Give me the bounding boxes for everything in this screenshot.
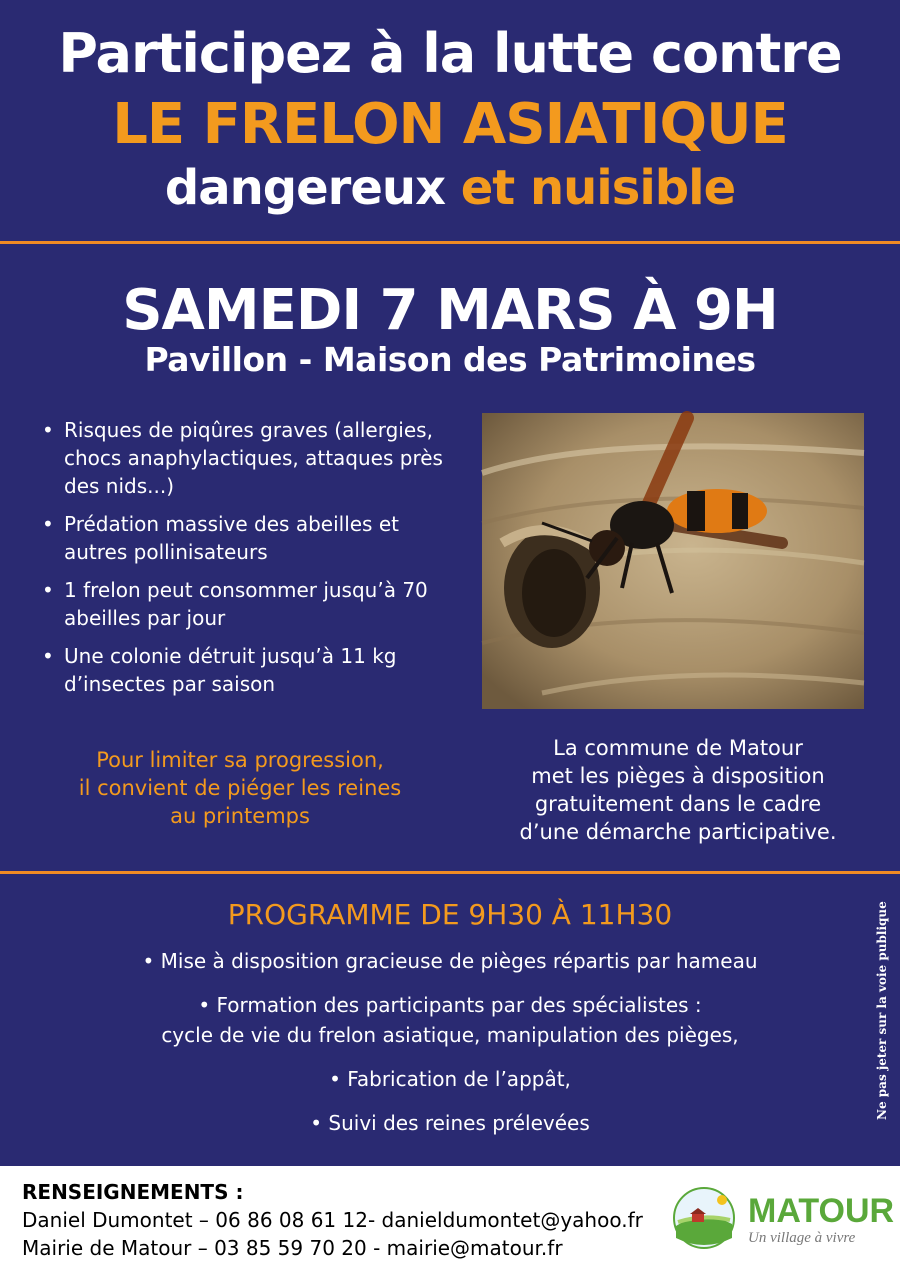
contact-daniel: Daniel Dumontet – 06 86 08 61 12- danieldumontet@yahoo.fr bbox=[22, 1208, 643, 1232]
note-right-line: d’une démarche participative. bbox=[519, 820, 837, 844]
divider-middle bbox=[0, 871, 900, 874]
risk-item: • Prédation massive des abeilles et autres pollinisateurs bbox=[38, 510, 448, 566]
programme-item: • Fabrication de l’appât, bbox=[329, 1067, 571, 1091]
hornet-nest-photo bbox=[482, 413, 864, 709]
contact-mairie: Mairie de Matour – 03 85 59 70 20 - mairie@matour.fr bbox=[22, 1236, 563, 1260]
side-note-text: Ne pas jeter sur la voie publique bbox=[875, 901, 889, 1120]
risks-list bbox=[38, 416, 448, 708]
event-date: SAMEDI 7 MARS À 9H bbox=[122, 278, 778, 343]
headline-dangereux: dangereux bbox=[164, 160, 446, 216]
note-left-line: au printemps bbox=[170, 804, 310, 828]
headline-line1: Participez à la lutte contre bbox=[58, 22, 842, 85]
note-right-line: gratuitement dans le cadre bbox=[534, 792, 822, 816]
headline-line3 bbox=[0, 160, 900, 216]
note-left-line: il convient de piéger les reines bbox=[78, 776, 402, 800]
side-note bbox=[871, 901, 893, 1125]
programme-list bbox=[0, 946, 900, 1152]
programme-item: • Formation des participants par des spécialistes : bbox=[198, 993, 702, 1017]
headline-line2: LE FRELON ASIATIQUE bbox=[112, 92, 788, 157]
matour-logo bbox=[672, 1178, 895, 1258]
programme-item: • Mise à disposition gracieuse de pièges répartis par hameau bbox=[142, 949, 758, 973]
divider-top bbox=[0, 241, 900, 244]
risk-item: • Une colonie détruit jusqu’à 11 kg d’insectes par saison bbox=[38, 642, 448, 698]
logo-tagline: Un village à vivre bbox=[748, 1230, 856, 1246]
footer bbox=[0, 1166, 900, 1275]
note-left-line: Pour limiter sa progression, bbox=[96, 748, 384, 772]
programme-item-continued: cycle de vie du frelon asiatique, manipulation des pièges, bbox=[161, 1023, 739, 1047]
risk-item: • Risques de piqûres graves (allergies, chocs anaphylactiques, attaques près des nids...) bbox=[38, 416, 448, 500]
note-right-line: La commune de Matour bbox=[553, 736, 803, 760]
note-right bbox=[478, 734, 878, 846]
header bbox=[0, 0, 900, 243]
programme-title: PROGRAMME DE 9H30 À 11H30 bbox=[227, 898, 673, 931]
programme-item: • Suivi des reines prélevées bbox=[310, 1111, 590, 1135]
logo-name: MATOUR bbox=[748, 1192, 895, 1230]
headline-nuisible: et nuisible bbox=[460, 160, 736, 216]
note-right-line: met les pièges à disposition bbox=[531, 764, 825, 788]
event-venue: Pavillon - Maison des Patrimoines bbox=[144, 340, 756, 379]
note-left bbox=[40, 746, 440, 830]
risk-item: • 1 frelon peut consommer jusqu’à 70 abeilles par jour bbox=[38, 576, 448, 632]
footer-title: RENSEIGNEMENTS : bbox=[22, 1180, 244, 1204]
